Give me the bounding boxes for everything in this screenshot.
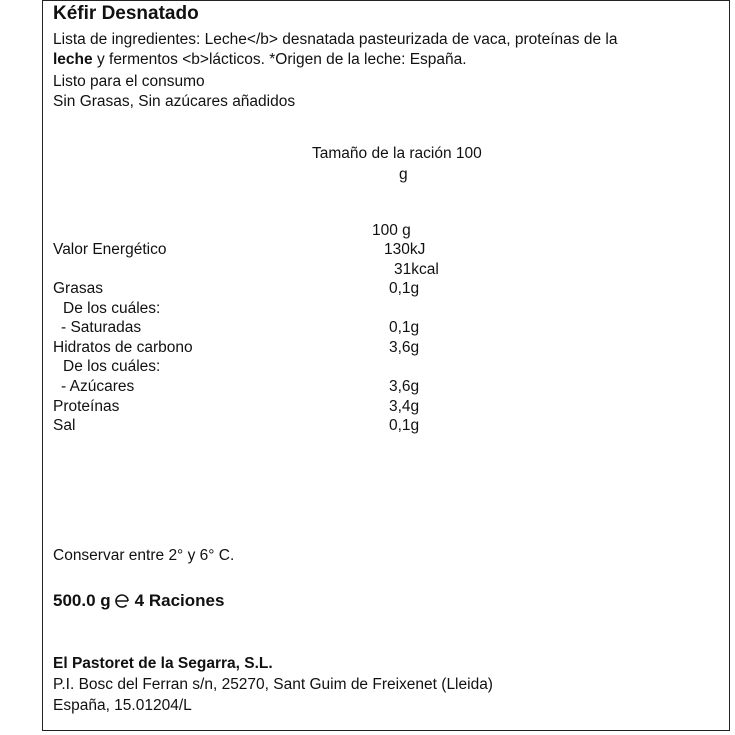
note-no-fat-sugar: Sin Grasas, Sin azúcares añadidos — [53, 93, 296, 110]
nutrient-label: - Saturadas — [61, 319, 142, 336]
energy-label: Valor Energético — [53, 241, 167, 258]
nutrient-label: Sal — [53, 417, 76, 434]
ingredients-line-2-rest: y fermentos <b>lácticos. *Origen de la leche: España. — [96, 51, 467, 68]
energy-kcal: 31kcal — [394, 261, 439, 278]
net-quantity — [53, 590, 224, 612]
nutrient-value: 3,6g — [389, 378, 420, 395]
nutrient-value: 0,1g — [389, 319, 420, 336]
energy-kj: 130kJ — [384, 241, 426, 258]
ingredients-bold-word: leche — [53, 51, 93, 68]
ingredients-line-1: Lista de ingredientes: Leche</b> desnatada pasteurizada de vaca, proteínas de la — [53, 31, 618, 48]
company-name: El Pastoret de la Segarra, S.L. — [53, 655, 273, 672]
nutrient-label: Grasas — [53, 280, 103, 297]
nutrient-sublabel: De los cuáles: — [63, 358, 161, 375]
company-address: P.I. Bosc del Ferran s/n, 25270, Sant Guim de Freixenet (Lleida) — [53, 676, 493, 693]
nutrition-column-header: 100 g — [372, 222, 411, 239]
nutrient-label: - Azúcares — [61, 378, 135, 395]
ingredients-line-2 — [53, 50, 467, 70]
company-registry: España, 15.01204/L — [53, 697, 192, 714]
serving-size-line-2: g — [399, 166, 408, 183]
servings-count: 4 Raciones — [134, 591, 225, 610]
product-title: Kéfir Desnatado — [53, 3, 199, 24]
nutrient-label: Proteínas — [53, 398, 120, 415]
nutrient-value: 0,1g — [389, 417, 420, 434]
nutrient-value: 3,6g — [389, 339, 420, 356]
storage-instructions: Conservar entre 2° y 6° C. — [53, 547, 235, 564]
nutrient-sublabel: De los cuáles: — [63, 300, 161, 317]
estimated-sign-icon — [113, 592, 131, 608]
nutrient-value: 0,1g — [389, 280, 420, 297]
note-ready-to-eat: Listo para el consumo — [53, 73, 205, 90]
nutrient-label: Hidratos de carbono — [53, 339, 193, 356]
net-weight: 500.0 g — [53, 591, 111, 610]
nutrient-value: 3,4g — [389, 398, 420, 415]
serving-size-line-1: Tamaño de la ración 100 — [312, 145, 482, 162]
